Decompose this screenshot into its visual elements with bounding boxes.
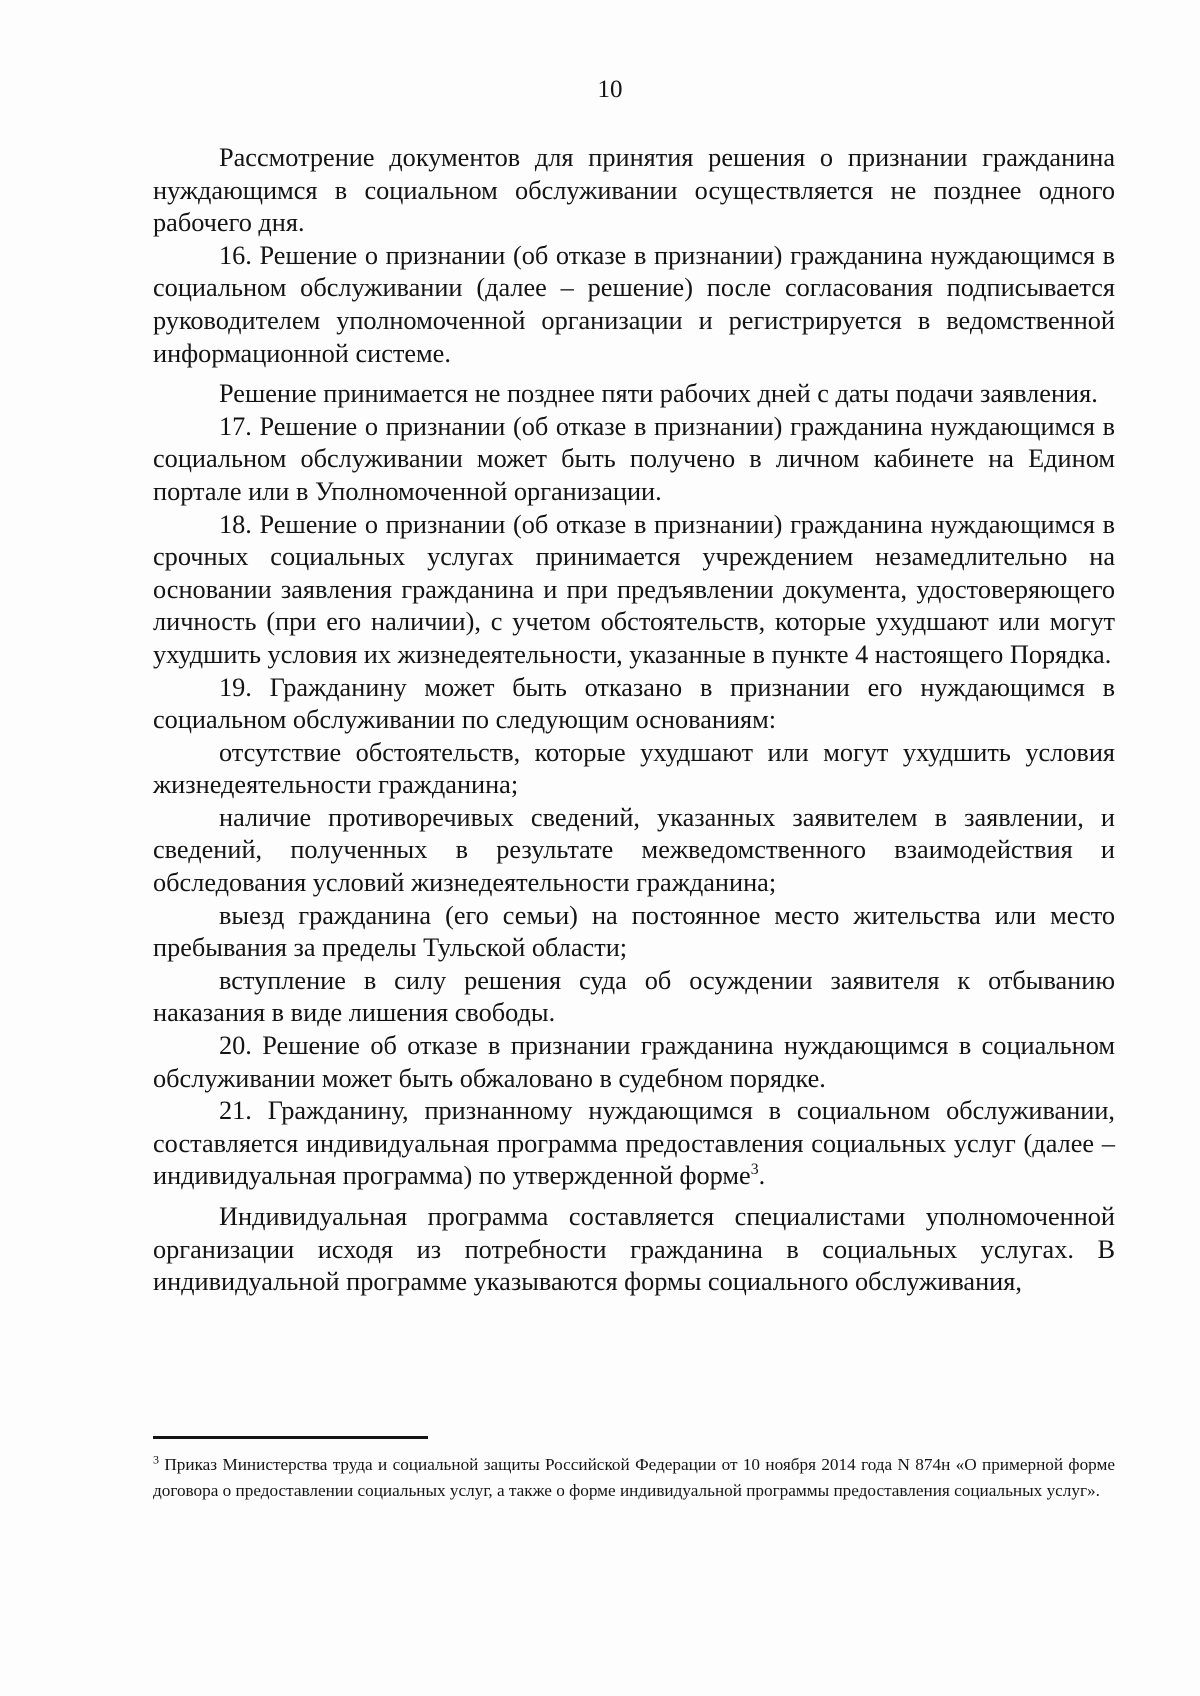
- footnote-separator: [153, 1436, 428, 1439]
- list-item-ground-2: наличие противоречивых сведений, указанных заявителем в заявлении, и сведений, полученных в результате межведомственного взаимодействия и обследования условий жизнедеятельности гражданина;: [153, 802, 1115, 898]
- list-item-ground-4: вступление в силу решения суда об осуждении заявителя к отбыванию наказания в виде лишения свободы.: [153, 965, 1115, 1028]
- list-item-ground-1: отсутствие обстоятельств, которые ухудшают или могут ухудшить условия жизнедеятельности гражданина;: [153, 737, 1115, 800]
- paragraph-review-documents: Рассмотрение документов для принятия решения о признании гражданина нуждающимся в социальном обслуживании осуществляется не позднее одного рабочего дня.: [153, 143, 1115, 238]
- list-item-ground-3: выезд гражданина (его семьи) на постоянное место жительства или место пребывания за пределы Тульской области;: [153, 900, 1115, 963]
- paragraph-17: 17. Решение о признании (об отказе в признании) гражданина нуждающимся в социальном обслуживании может быть получено в личном кабинете на Едином портале или в Уполномоченной организации.: [153, 411, 1115, 506]
- paragraph-18: 18. Решение о признании (об отказе в признании) гражданина нуждающимся в срочных социальных услугах принимается учреждением незамедлительно на основании заявления гражданина и при предъявлении документа, удостоверяющего личность (при его наличии), с учетом обстоятельств, которые ухудшают или могут ухудшить условия их жизнедеятельности, указанные в пункте 4 настоящего Порядка.: [153, 509, 1115, 669]
- footnote: [153, 1452, 1115, 1504]
- paragraph-21: [153, 1095, 1115, 1193]
- paragraph-16: 16. Решение о признании (об отказе в признании) гражданина нуждающимся в социальном обслуживании (далее – решение) после согласования подписывается руководителем уполномоченной организации и регистрируется в ведомственной информационной системе.: [153, 240, 1115, 368]
- paragraph-19: 19. Гражданину может быть отказано в признании его нуждающимся в социальном обслуживании по следующим основаниям:: [153, 672, 1115, 735]
- page-number: 10: [597, 76, 623, 103]
- paragraph-21-end: .: [758, 1161, 766, 1191]
- paragraph-individual-program: Индивидуальная программа составляется специалистами уполномоченной организации исходя из потребности гражданина в социальных услугах. В индивидуальной программе указываются формы социального обслуживания,: [153, 1202, 1115, 1297]
- footnote-reference[interactable]: 3: [750, 1161, 759, 1179]
- document-body: [153, 142, 1115, 1299]
- footnote-marker: 3: [153, 1452, 160, 1467]
- paragraph-20: 20. Решение об отказе в признании гражданина нуждающимся в социальном обслуживании может быть обжаловано в судебном порядке.: [153, 1031, 1115, 1093]
- paragraph-21-text: 21. Гражданину, признанному нуждающимся в социальном обслуживании, составляется индивидуальная программа предоставления социальных услуг (далее – индивидуальная программа) по утвержденной форме: [153, 1096, 1115, 1191]
- paragraph-decision-term: Решение принимается не позднее пяти рабочих дней с даты подачи заявления.: [219, 379, 1098, 409]
- footnote-text: Приказ Министерства труда и социальной защиты Российской Федерации от 10 ноября 2014 года N 874н «О примерной форме договора о предоставлении социальных услуг, а также о форме индивидуальной программы предоставления социальных услуг».: [153, 1455, 1115, 1500]
